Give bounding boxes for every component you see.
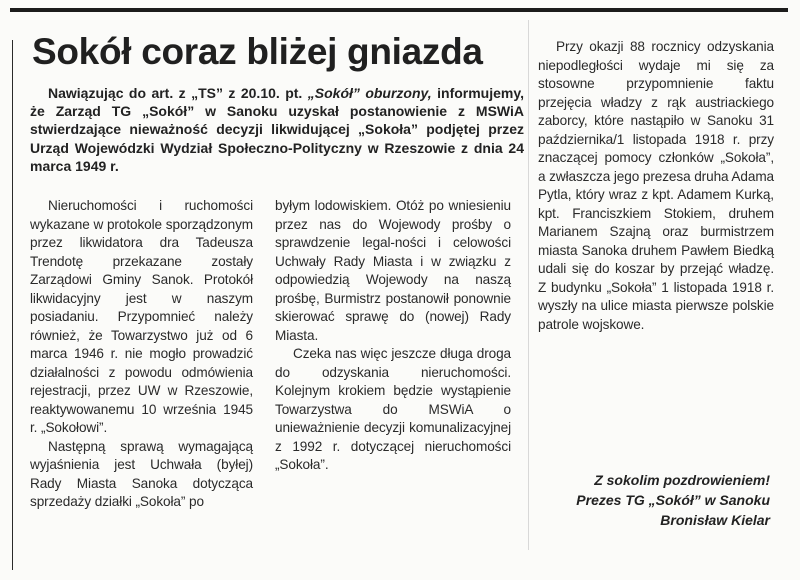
left-rule [12,40,13,570]
signoff-role: Prezes TG „Sokół” w Sanoku [576,492,770,508]
article-lead [30,84,524,175]
paragraph: Następną sprawą wymagającą wyjaśnienia jest Uchwała (byłej) Rady Miasta Sanoka dotycząca sprzedaży działki „Sokoła” po [30,438,253,509]
column-divider [528,20,529,550]
paragraph: Czeka nas więc jeszcze długa droga do odzyskania nieruchomości. Kolejnym krokiem będzie wystąpienie Towarzystwa do MSWiA o unieważnienie decyzji komunalizacyjnej z 1992 r. dotyczącej nieruchomości „Sokoła”. [275,346,511,472]
paragraph: byłym lodowiskiem. Otóż po wniesieniu przez nas do Wojewody prośby o sprawdzenie legal-ności i celowości Uchwały Rady Miasta i w związku z odpowiedzią Wojewody na naszą prośbę, Burmistrz postanowił ponownie skierować sprawę do (nowej) Rady Miasta. [275,198,511,343]
article-headline: Sokół coraz bliżej gniazda [32,31,483,72]
article-column-2 [275,197,511,475]
paragraph: Przy okazji 88 rocznicy odzyskania niepodległości wydaje mi się za stosowne przypomnienie faktu przejęcia władzy z rąk austriackiego zaborcy, które nastąpiło w Sanoku 31 października/1 listopada 1918 r. przy znaczącej pomocy członków „Sokoła”, a zwłaszcza jego prezesa druha Adama Pytla, który wraz z kpt. Adamem Kurką, kpt. Franciszkiem Stokiem, druhem Marianem Szajną oraz burmistrzem miasta Sanoka druhem Pawłem Biedką udali się do koszar by przejąć władzę. Z budynku „Sokoła” 1 listopada 1918 r. wyszły na ulice miasta pierwsze polskie patrole wojskowe. [538,39,774,332]
article-column-3 [538,38,774,334]
lead-text-start: Nawiązując do art. z „TS” z 20.10. pt. [48,85,308,101]
signoff-name: Bronisław Kielar [660,512,770,528]
lead-text-end: informujemy, że Zarząd TG „Sokół” w Sanoku uzyskał postanowienie z MSWiA stwierdzające nieważność decyzji likwidującej „Sokoła” podjętej przez Urząd Wojewódzki Wydział Społeczno-Polityczny w Rzeszowie z dnia 24 marca 1949 r. [30,85,524,174]
top-rule [10,8,788,12]
signoff [538,470,770,530]
lead-italic-title: „Sokół” oburzony, [307,85,432,101]
article-column-1 [30,197,253,512]
signoff-greeting: Z sokolim pozdrowieniem! [594,472,770,488]
paragraph: Nieruchomości i ruchomości wykazane w protokole sporządzonym przez likwidatora dra Tadeusza Trendotę przekazane zostały Zarządowi Gminy Sanok. Protokół likwidacyjny jest w naszym posiadaniu. Przypomnieć należy również, że Towarzystwo już od 6 marca 1946 r. nie mogło prowadzić działalności z powodu odmówienia rejestracji, przez UW w Rzeszowie, reaktywowanemu 10 września 1945 r. „Sokołowi”. [30,198,253,435]
